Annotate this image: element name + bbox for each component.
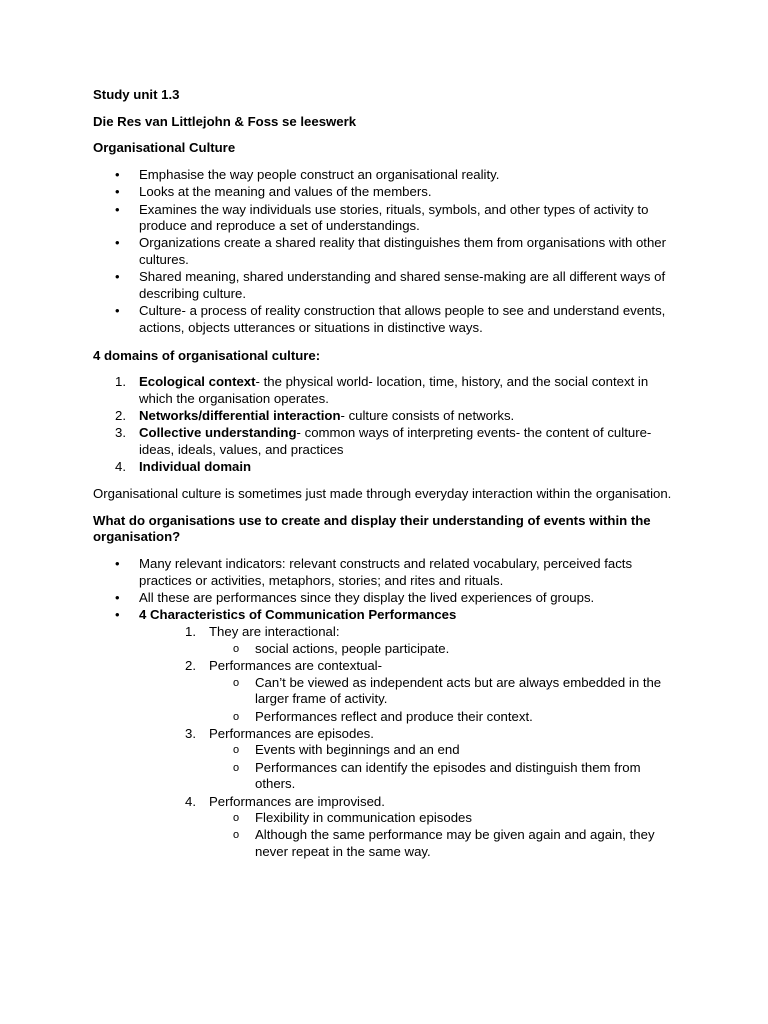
list-item-text: Organizations create a shared reality that distinguishes them from organisations with other cultures. (139, 235, 667, 268)
list-item (93, 408, 683, 425)
list-item (93, 590, 683, 607)
characteristic-text: They are interactional: (209, 623, 340, 639)
list-item (93, 607, 683, 861)
characteristics-title: 4 Characteristics of Communication Performances (139, 607, 457, 623)
list-item-text: social actions, people participate. (255, 640, 450, 656)
list-item-text: Looks at the meaning and values of the members. (139, 184, 432, 200)
circle-bullet-icon: o (233, 761, 240, 774)
circle-bullet-icon: o (233, 744, 240, 757)
list-item (93, 425, 683, 458)
list-item-text: Many relevant indicators: relevant constructs and related vocabulary, perceived facts practices or activities, metaphors, stories; and rites and rituals. (139, 556, 633, 588)
list-item (209, 810, 683, 827)
list-item-text: Flexibility in communication episodes (255, 810, 472, 826)
circle-bullet-icon: o (233, 710, 240, 723)
sub-list (93, 810, 683, 861)
list-item (209, 827, 683, 860)
list-item (209, 742, 683, 759)
domain-description: - the physical world- location, time, history, and the social context in which the organisation operates. (139, 374, 649, 407)
list-number: 4. (185, 793, 196, 809)
characteristic-text: Performances are improvised. (209, 793, 385, 809)
list-item (209, 709, 683, 726)
list-item (93, 658, 683, 725)
list-item-text: Although the same performance may be given again and again, they never repeat in the same way. (255, 827, 655, 860)
list-item (93, 269, 683, 302)
bullet-icon: • (115, 269, 120, 285)
indicator-bullet-list (93, 556, 683, 861)
list-item-text: Emphasise the way people construct an organisational reality. (139, 167, 500, 183)
list-item (93, 235, 683, 268)
bullet-icon: • (115, 303, 120, 319)
list-number: 2. (115, 408, 126, 424)
domain-term: Ecological context (139, 374, 256, 390)
bullet-icon: • (115, 607, 120, 623)
circle-bullet-icon: o (233, 812, 240, 825)
bullet-icon: • (115, 235, 120, 251)
list-item-text: Performances can identify the episodes and distinguish them from others. (255, 759, 641, 792)
circle-bullet-icon: o (233, 676, 240, 689)
list-number: 4. (115, 459, 126, 475)
characteristics-wrapper (93, 624, 683, 861)
list-item (93, 202, 683, 235)
domain-description: - common ways of interpreting events- the content of culture-ideas, ideals, values, and practices (139, 425, 652, 458)
sub-list (93, 641, 683, 658)
list-item (93, 459, 683, 476)
list-item (209, 760, 683, 793)
list-item (93, 726, 683, 793)
bullet-icon: • (115, 201, 120, 217)
list-item (209, 675, 683, 708)
list-item (93, 624, 683, 657)
bullet-icon: • (115, 184, 120, 200)
list-item-text: Examines the way individuals use stories, rituals, symbols, and other types of activity to produce and reproduce a set of understandings. (139, 201, 649, 234)
list-number: 2. (185, 657, 196, 673)
list-item-text: All these are performances since they display the lived experiences of groups. (139, 590, 595, 606)
characteristic-text: Performances are episodes. (209, 725, 374, 741)
characteristic-text: Performances are contextual- (209, 657, 382, 673)
list-number: 3. (115, 425, 126, 441)
list-item (93, 167, 683, 184)
domains-list (93, 374, 683, 476)
document-page (93, 87, 683, 872)
domain-description: - culture consists of networks. (340, 408, 515, 424)
domain-term: Individual domain (139, 459, 252, 475)
culture-bullet-list (93, 167, 683, 337)
list-item-text: Shared meaning, shared understanding and shared sense-making are all different ways of describing culture. (139, 269, 666, 302)
bullet-icon: • (115, 590, 120, 606)
list-item (93, 374, 683, 407)
org-culture-heading: Organisational Culture (93, 140, 236, 156)
list-item (93, 794, 683, 861)
list-number: 1. (185, 623, 196, 639)
characteristics-list (93, 624, 683, 861)
list-item-text: Culture- a process of reality construction that allows people to see and understand events, actions, objects utterances or situations in distinctive ways. (139, 303, 666, 335)
sub-list (93, 675, 683, 726)
body-paragraph: Organisational culture is sometimes just made through everyday interaction within the organisation. (93, 486, 672, 502)
bullet-icon: • (115, 556, 120, 572)
list-item-text: Can’t be viewed as independent acts but are always embedded in the larger frame of activity. (255, 674, 662, 707)
circle-bullet-icon: o (233, 829, 240, 842)
domains-heading: 4 domains of organisational culture: (93, 347, 321, 363)
list-item (93, 184, 683, 201)
study-unit-heading: Study unit 1.3 (93, 87, 180, 102)
list-item (93, 303, 683, 336)
list-item (93, 556, 683, 589)
list-item-text: Events with beginnings and an end (255, 742, 460, 758)
bullet-icon: • (115, 167, 120, 183)
list-item-text: Performances reflect and produce their context. (255, 708, 533, 724)
circle-bullet-icon: o (233, 642, 240, 655)
list-number: 3. (185, 725, 196, 741)
list-number: 1. (115, 374, 126, 390)
domain-term: Networks/differential interaction (139, 408, 341, 424)
sub-list (93, 742, 683, 793)
list-item (209, 641, 683, 658)
subtitle-heading: Die Res van Littlejohn & Foss se leeswerk (93, 113, 357, 129)
question-heading: What do organisations use to create and display their understanding of events within the organisation? (93, 512, 651, 545)
domain-term: Collective understanding (139, 425, 297, 441)
